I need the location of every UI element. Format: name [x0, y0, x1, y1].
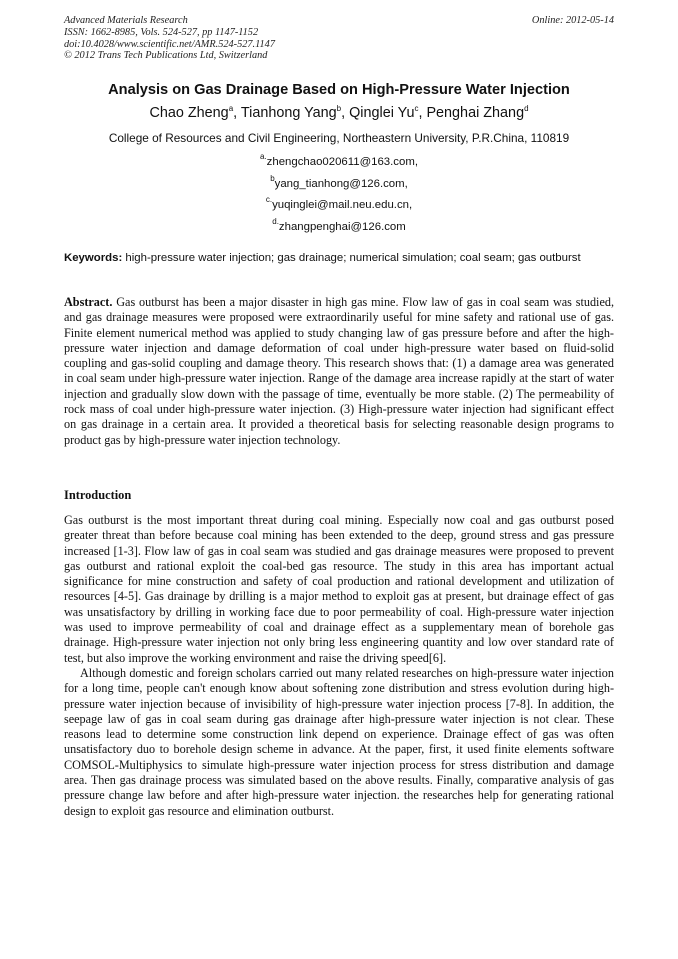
- email-line: [40, 195, 638, 217]
- author-mark: a: [228, 104, 234, 113]
- journal-doi: doi:10.4028/www.scientific.net/AMR.524-527.1147: [64, 38, 275, 50]
- email-address: zhengchao020611@163.com,: [266, 156, 418, 168]
- abstract: [64, 295, 614, 448]
- email-address: yuqinglei@mail.neu.edu.cn,: [272, 199, 413, 211]
- author-name: Qinglei Yu: [349, 105, 415, 121]
- affiliation: College of Resources and Civil Engineering, Northeastern University, P.R.China, 110819: [108, 131, 570, 145]
- abstract-text: Gas outburst has been a major disaster in high gas mine. Flow law of gas in coal seam was studied, and gas drainage measures were proposed were extraordinarily useful for mine safety and rational use of gas. Finite element numerical method was applied to study changing law of gas pressure before and after the high-pressure water injection and damage deformation of coal under high-pressure water based on fluid-solid coupling and gas-solid coupling and damage theory. This research shows that: (1) a damage area was generated in coal seam under high-pressure water injection. Range of the damage area increase rapidly at the start of water injection and gradually slow down with the passage of time, eventually be more stable. (2) The permeability of rock mass of coal under high-pressure water injection. (3) High-pressure water injection had significant effect on gas drainage in a certain area. It provided a theoretical basis for selecting reasonable design programs to product gas by high-pressure water injection technology.: [64, 295, 614, 447]
- paragraph: Gas outburst is the most important threat during coal mining. Especially now coal and gas outburst posed greater threat than before because coal mining has been extended to the deep, ground stress and gas pressure increased [1-3]. Flow law of gas in coal seam was studied and gas drainage measures were proposed to prevent gas outburst and rational exploit the coal-bed gas resource. The study in this area has important actual significance for mine construction and safety of coal production and rational development and utilization of resources [4-5]. Gas drainage by drilling is a major method to exploit gas at present, but drainage effect of gas was unsatisfactory by drilling in working face due to poor permeability of coal. High-pressure water injection was used to improve permeability of coal and drainage effect as a supplementary mean of borehole gas drainage. High-pressure water injection not only bring less engineering quantity and low over standard rate of test, but also improve the working environment and raise the driving speed[6].: [64, 513, 614, 665]
- email-address: zhangpenghai@126.com: [278, 220, 406, 233]
- keywords-text: high-pressure water injection; gas drainage; numerical simulation; coal seam; gas outburst: [125, 252, 581, 264]
- email-mark: b: [270, 173, 275, 183]
- section-heading-introduction: Introduction: [64, 488, 132, 502]
- email-line: [40, 152, 638, 174]
- email-mark: a.: [259, 152, 267, 161]
- email-line: [40, 174, 638, 196]
- author-name: Penghai Zhang: [426, 105, 525, 121]
- abstract-label: Abstract.: [64, 295, 113, 309]
- email-address: yang_tianhong@126.com,: [274, 177, 408, 190]
- author-name: Chao Zheng: [149, 105, 229, 121]
- email-mark: c.: [265, 195, 273, 204]
- author-mark: c: [414, 104, 419, 113]
- journal-name: Advanced Materials Research: [64, 15, 188, 26]
- introduction-body: [64, 513, 614, 819]
- email-mark: d.: [272, 216, 279, 226]
- author-mark: d: [524, 104, 529, 113]
- keywords-label: Keywords:: [64, 252, 123, 264]
- email-line: [40, 217, 638, 239]
- author-name: Tianhong Yang: [240, 105, 337, 121]
- journal-copyright: © 2012 Trans Tech Publications Ltd, Switzerland: [64, 50, 268, 62]
- author-list: Chao Zheng$^a$, Tianhong Yang$^b$, Qinglei Yu$^c$, Penghai Zhang$^d$: [149, 104, 529, 121]
- online-date: Online: 2012-05-14: [531, 15, 614, 26]
- journal-issn: ISSN: 1662-8985, Vols. 524-527, pp 1147-1152: [64, 26, 259, 38]
- author-mark: b: [336, 104, 342, 113]
- keywords: [64, 251, 614, 266]
- paragraph: Although domestic and foreign scholars carried out many related researches on high-pressure water injection for a long time, people can't enough know about softening zone distribution and stress evolution during high-pressure water injection because of invisibility of high-pressure water injection process [7-8]. In addition, the seepage law of gas in coal seam during gas drainage after high-pressure water injection is not clear. These reasons lead to determine some construction link depend on experience. Drainage effect of gas was often unsatisfactory duo to borehole design scheme in advance. At the paper, first, it used finite elements software COMSOL-Multiphysics to simulate high-pressure water injection process for stress distribution and damage area. Then gas drainage process was simulated based on the above results. Finally, comparative analysis of gas pressure change law before and after high-pressure water injection. the researches help for generating rational design to exploit gas resource and elimination outburst.: [64, 665, 614, 818]
- email-list: [40, 152, 638, 238]
- paper-title: Analysis on Gas Drainage Based on High-Pressure Water Injection: [108, 82, 570, 98]
